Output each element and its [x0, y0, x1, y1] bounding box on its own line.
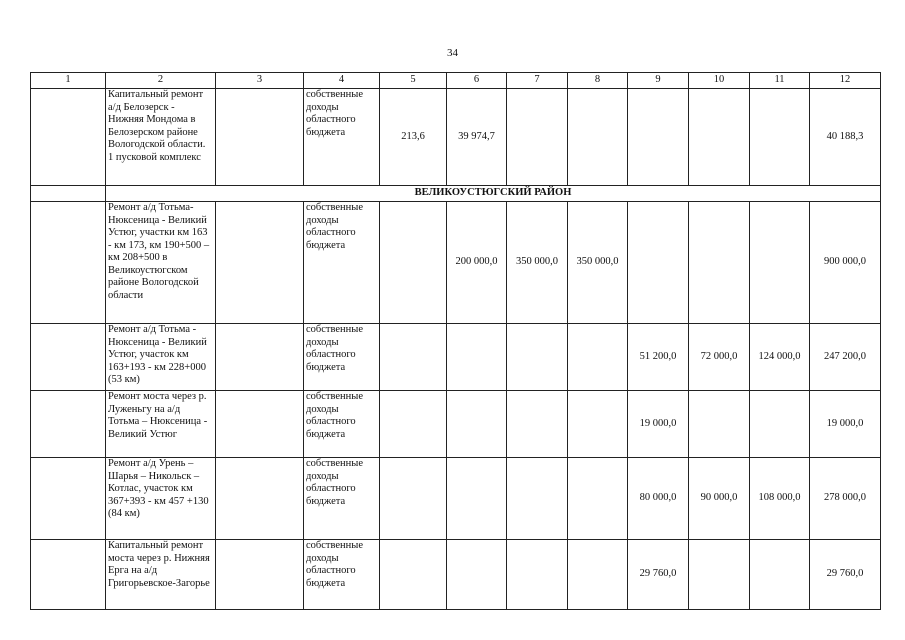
cell-col3	[216, 540, 304, 610]
cell-col8	[568, 391, 628, 458]
cell-col5	[380, 324, 447, 391]
cell-object-name: Капитальный ремонт моста через р. Нижняя Ерга на а/д Григорьевское-Загорье	[106, 540, 216, 610]
column-header: 2	[106, 73, 216, 89]
cell-col10: 72 000,0	[689, 324, 750, 391]
cell-total: 40 188,3	[810, 89, 881, 186]
cell-funding-source: собственные доходы областного бюджета	[304, 540, 380, 610]
cell-col1	[31, 202, 106, 324]
column-header: 3	[216, 73, 304, 89]
table-row	[31, 202, 881, 324]
table-row	[31, 391, 881, 458]
cell-object-name: Капитальный ремонт а/д Белозерск - Нижняя Мондома в Белозерском районе Вологодской области. 1 пусковой комплекс	[106, 89, 216, 186]
cell-col7	[507, 89, 568, 186]
cell-col3	[216, 458, 304, 540]
cell-col10	[689, 391, 750, 458]
cell-col8: 350 000,0	[568, 202, 628, 324]
cell-col7	[507, 391, 568, 458]
cell-col5	[380, 202, 447, 324]
cell-total: 19 000,0	[810, 391, 881, 458]
table-header-row	[31, 73, 881, 89]
cell-col6: 39 974,7	[447, 89, 507, 186]
cell-col11	[750, 202, 810, 324]
cell-col11	[750, 89, 810, 186]
column-header: 10	[689, 73, 750, 89]
cell-object-name: Ремонт а/д Урень – Шарья – Никольск – Котлас, участок км 367+393 - км 457 +130 (84 км)	[106, 458, 216, 540]
cell-col3	[216, 89, 304, 186]
section-col1	[31, 186, 106, 202]
cell-funding-source: собственные доходы областного бюджета	[304, 202, 380, 324]
cell-funding-source: собственные доходы областного бюджета	[304, 458, 380, 540]
column-header: 1	[31, 73, 106, 89]
table-row	[31, 540, 881, 610]
cell-object-name: Ремонт а/д Тотьма - Нюксеница - Великий Устюг, участок км 163+193 - км 228+000 (53 км)	[106, 324, 216, 391]
cell-total: 29 760,0	[810, 540, 881, 610]
cell-col5	[380, 391, 447, 458]
page-number: 34	[447, 47, 458, 59]
cell-col10: 90 000,0	[689, 458, 750, 540]
cell-col9: 29 760,0	[628, 540, 689, 610]
column-header: 11	[750, 73, 810, 89]
cell-object-name: Ремонт а/д Тотьма-Нюксеница - Великий Устюг, участки км 163 - км 173, км 190+500 – км 208+500 в Великоустюгском районе Вологодской области	[106, 202, 216, 324]
table-row	[31, 89, 881, 186]
cell-total: 278 000,0	[810, 458, 881, 540]
cell-col1	[31, 324, 106, 391]
cell-col9	[628, 202, 689, 324]
cell-col3	[216, 202, 304, 324]
cell-col5	[380, 540, 447, 610]
cell-col1	[31, 89, 106, 186]
cell-col8	[568, 540, 628, 610]
cell-col6: 200 000,0	[447, 202, 507, 324]
cell-col3	[216, 391, 304, 458]
cell-col7: 350 000,0	[507, 202, 568, 324]
cell-total: 900 000,0	[810, 202, 881, 324]
column-header: 6	[447, 73, 507, 89]
cell-col8	[568, 324, 628, 391]
column-header: 4	[304, 73, 380, 89]
budget-table	[30, 72, 881, 610]
cell-col11	[750, 540, 810, 610]
cell-object-name: Ремонт моста через р. Луженьгу на а/д Тотьма – Нюксеница - Великий Устюг	[106, 391, 216, 458]
cell-col7	[507, 324, 568, 391]
cell-col9: 19 000,0	[628, 391, 689, 458]
column-header: 8	[568, 73, 628, 89]
cell-col11: 124 000,0	[750, 324, 810, 391]
column-header: 5	[380, 73, 447, 89]
cell-col9: 51 200,0	[628, 324, 689, 391]
cell-col9: 80 000,0	[628, 458, 689, 540]
cell-col1	[31, 391, 106, 458]
column-header: 12	[810, 73, 881, 89]
table-row	[31, 324, 881, 391]
cell-total: 247 200,0	[810, 324, 881, 391]
cell-col5: 213,6	[380, 89, 447, 186]
cell-col6	[447, 391, 507, 458]
cell-col6	[447, 324, 507, 391]
cell-col1	[31, 458, 106, 540]
cell-col6	[447, 458, 507, 540]
cell-col8	[568, 89, 628, 186]
column-header: 9	[628, 73, 689, 89]
cell-col5	[380, 458, 447, 540]
column-header: 7	[507, 73, 568, 89]
section-row	[31, 186, 881, 202]
cell-col10	[689, 540, 750, 610]
cell-col3	[216, 324, 304, 391]
cell-col11	[750, 391, 810, 458]
table-row	[31, 458, 881, 540]
cell-col6	[447, 540, 507, 610]
cell-funding-source: собственные доходы областного бюджета	[304, 391, 380, 458]
cell-col1	[31, 540, 106, 610]
cell-col11: 108 000,0	[750, 458, 810, 540]
cell-col7	[507, 458, 568, 540]
cell-col10	[689, 89, 750, 186]
cell-col9	[628, 89, 689, 186]
cell-col10	[689, 202, 750, 324]
section-title: ВЕЛИКОУСТЮГСКИЙ РАЙОН	[106, 186, 881, 202]
cell-col8	[568, 458, 628, 540]
cell-col7	[507, 540, 568, 610]
cell-funding-source: собственные доходы областного бюджета	[304, 89, 380, 186]
cell-funding-source: собственные доходы областного бюджета	[304, 324, 380, 391]
